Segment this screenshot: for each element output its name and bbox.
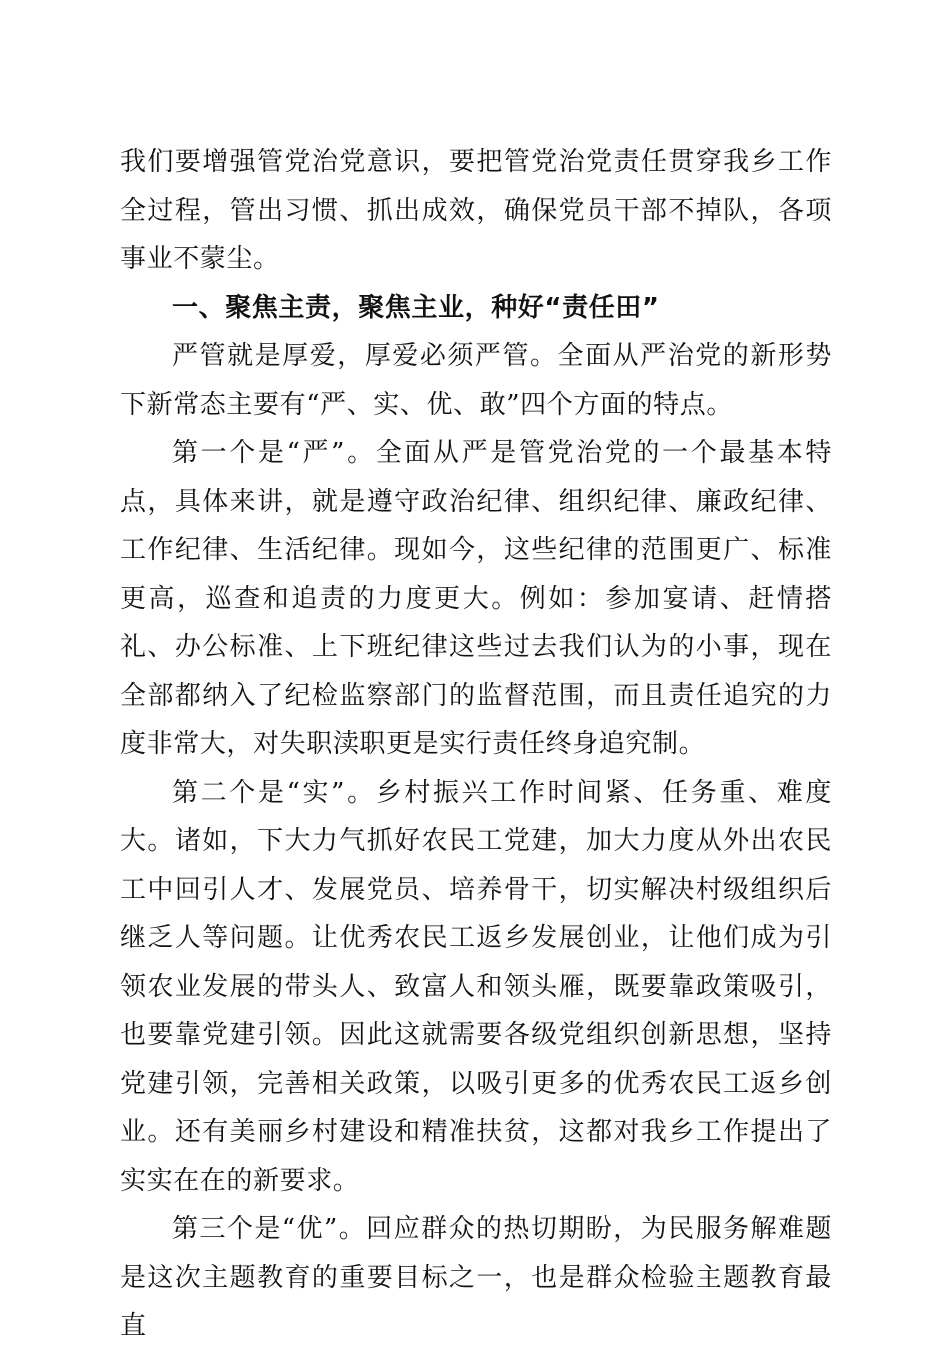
section-heading-1: 一、聚焦主责，聚焦主业，种好“责任田” (172, 292, 660, 323)
paragraph-strict-management: 严管就是厚爱，厚爱必须严管。全面从严治党的新形势下新常态主要有“严、实、优、敢”四个方面的特点。 (120, 341, 832, 420)
paragraph-point-solid: 第二个是“实”。乡村振兴工作时间紧、任务重、难度大。诸如，下大力气抓好农民工党建，加大力度从外出农民工中回引人才、发展党员、培养骨干，切实解决村级组织后继乏人等问题。让优秀农民工返乡发展创业，让他们成为引领农业发展的带头人、致富人和领头雁，既要靠政策吸引，也要靠党建引领。因此这就需要各级党组织创新思想，坚持党建引领，完善相关政策，以吸引更多的优秀农民工返乡创业。还有美丽乡村建设和精准扶贫，这都对我乡工作提出了实实在在的新要求。 (120, 777, 832, 1196)
document-page (120, 138, 832, 1351)
paragraph-point-excellent: 第三个是“优”。回应群众的热切期盼，为民服务解难题是这次主题教育的重要目标之一，也是群众检验主题教育最直 (120, 1214, 832, 1341)
continuation-paragraph: 我们要增强管党治党意识，要把管党治党责任贯穿我乡工作全过程，管出习惯、抓出成效，确保党员干部不掉队，各项事业不蒙尘。 (120, 147, 832, 274)
paragraph-point-strict: 第一个是“严”。全面从严是管党治党的一个最基本特点，具体来讲，就是遵守政治纪律、组织纪律、廉政纪律、工作纪律、生活纪律。现如今，这些纪律的范围更广、标准更高，巡查和追责的力度更大。例如：参加宴请、赶情搭礼、办公标准、上下班纪律这些过去我们认为的小事，现在全部都纳入了纪检监察部门的监督范围，而且责任追究的力度非常大，对失职渎职更是实行责任终身追究制。 (120, 438, 832, 759)
